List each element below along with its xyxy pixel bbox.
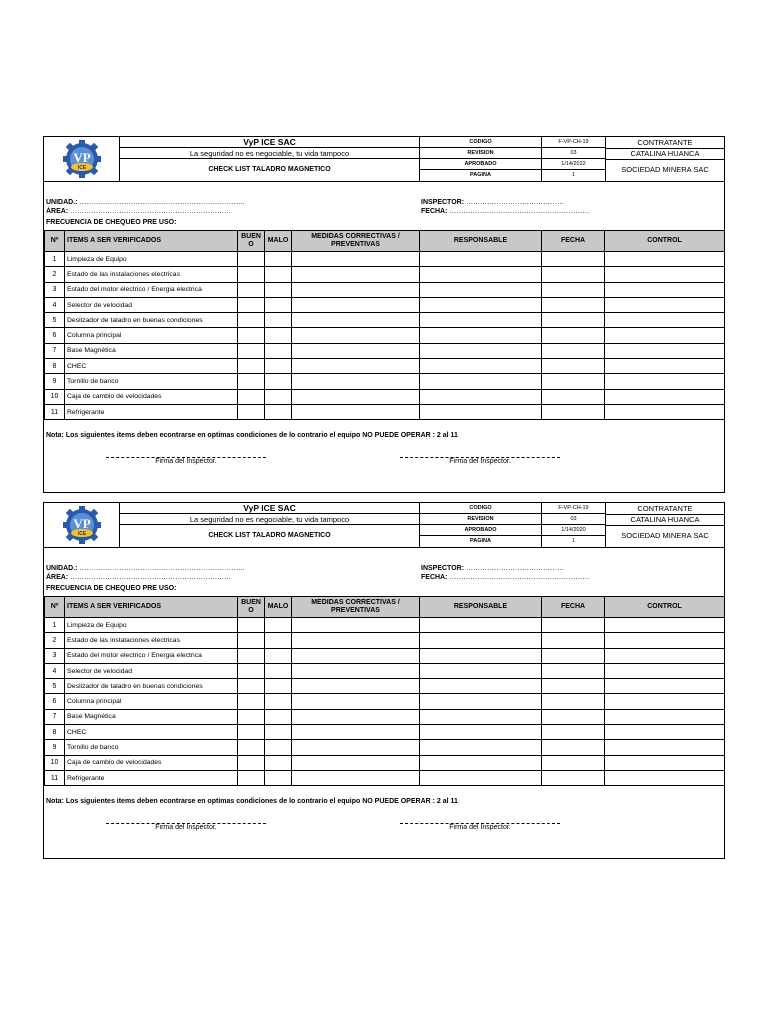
unidad-label: UNIDAD.:	[46, 199, 78, 206]
item-number: 11	[45, 770, 65, 785]
bueno-cell[interactable]	[238, 252, 265, 267]
item-number: 5	[45, 313, 65, 328]
table-row	[45, 679, 725, 694]
meta-value-codigo: F-VP-CH-19	[542, 137, 606, 148]
item-number: 6	[45, 328, 65, 343]
item-text: Estado de las instalaciones electricas	[65, 267, 238, 282]
medidas-cell[interactable]	[292, 267, 420, 282]
checklist-body-1	[45, 252, 725, 420]
logo-vp-text: VP	[73, 516, 91, 531]
fecha-cell[interactable]	[542, 374, 605, 389]
bueno-cell[interactable]	[238, 663, 265, 678]
malo-cell[interactable]	[265, 740, 292, 755]
malo-cell[interactable]	[265, 252, 292, 267]
medidas-cell[interactable]	[292, 648, 420, 663]
col-header-malo: MALO	[265, 597, 292, 618]
logo-ice-text: ICE	[77, 531, 87, 537]
control-cell[interactable]	[605, 740, 725, 755]
malo-cell[interactable]	[265, 297, 292, 312]
checklist-table	[44, 230, 725, 420]
item-text: Limpieza de Equipo	[65, 252, 238, 267]
medidas-cell[interactable]	[292, 663, 420, 678]
meta-value-pagina: 1	[542, 536, 606, 547]
meta-value-aprobado: 1/14/2020	[542, 525, 606, 536]
table-row	[45, 297, 725, 312]
area-dots: ……………………………………………………………	[70, 574, 232, 581]
table-row	[45, 313, 725, 328]
fecha-cell[interactable]	[542, 694, 605, 709]
control-cell[interactable]	[605, 297, 725, 312]
bueno-cell[interactable]	[238, 374, 265, 389]
bueno-cell[interactable]	[238, 359, 265, 374]
table-row	[45, 633, 725, 648]
area-field	[46, 208, 231, 215]
item-text: CHEC	[65, 359, 238, 374]
responsable-cell[interactable]	[420, 648, 542, 663]
medidas-cell[interactable]	[292, 252, 420, 267]
responsable-cell[interactable]	[420, 725, 542, 740]
item-number: 10	[45, 389, 65, 404]
responsable-cell[interactable]	[420, 618, 542, 633]
item-number: 4	[45, 663, 65, 678]
malo-cell[interactable]	[265, 618, 292, 633]
logo-vp-text: VP	[73, 150, 91, 165]
signature-right	[400, 457, 560, 465]
item-number: 1	[45, 252, 65, 267]
table-row	[45, 740, 725, 755]
bueno-cell[interactable]	[238, 267, 265, 282]
bueno-cell[interactable]	[238, 389, 265, 404]
malo-cell[interactable]	[265, 404, 292, 419]
responsable-cell[interactable]	[420, 328, 542, 343]
malo-cell[interactable]	[265, 709, 292, 724]
control-cell[interactable]	[605, 755, 725, 770]
item-text: Tornillo de banco	[65, 374, 238, 389]
signature-label: Firma del Inspector.	[449, 458, 511, 465]
area-field	[46, 574, 231, 581]
control-cell[interactable]	[605, 313, 725, 328]
table-row	[45, 663, 725, 678]
item-text: Refrigerante	[65, 404, 238, 419]
col-header-bueno: BUEN O	[238, 231, 265, 252]
fecha-cell[interactable]	[542, 297, 605, 312]
col-header-control: CONTROL	[605, 231, 725, 252]
control-cell[interactable]	[605, 770, 725, 785]
item-text: Refrigerante	[65, 770, 238, 785]
col-header-fecha: FECHA	[542, 231, 605, 252]
inspector-label: INSPECTOR:	[421, 199, 465, 206]
item-number: 8	[45, 725, 65, 740]
company-logo	[44, 137, 120, 181]
bueno-cell[interactable]	[238, 343, 265, 358]
meta-value-revision: 03	[542, 514, 606, 525]
malo-cell[interactable]	[265, 389, 292, 404]
malo-cell[interactable]	[265, 633, 292, 648]
table-row	[45, 648, 725, 663]
bueno-cell[interactable]	[238, 282, 265, 297]
table-row	[45, 709, 725, 724]
table-header-row	[45, 597, 725, 618]
area-dots: ……………………………………………………………	[70, 208, 232, 215]
responsable-cell[interactable]	[420, 709, 542, 724]
malo-cell[interactable]	[265, 267, 292, 282]
slogan: La seguridad no es negociable, tu vida tampoco	[120, 148, 420, 159]
signature-right	[400, 823, 560, 831]
table-row	[45, 404, 725, 419]
fecha-field	[421, 208, 589, 215]
bueno-cell[interactable]	[238, 755, 265, 770]
responsable-cell[interactable]	[420, 389, 542, 404]
malo-cell[interactable]	[265, 770, 292, 785]
meta-value-pagina: 1	[542, 170, 606, 181]
client-company: SOCIEDAD MINERA SAC	[621, 531, 709, 540]
col-header-bueno: BUEN O	[238, 597, 265, 618]
document-title: CHECK LIST TALADRO MAGNETICO	[120, 525, 420, 547]
company-logo	[44, 503, 120, 547]
medidas-cell[interactable]	[292, 297, 420, 312]
meta-key-pagina: PAGINA	[420, 536, 542, 547]
signature-label: Firma del Inspector.	[155, 458, 217, 465]
control-cell[interactable]	[605, 343, 725, 358]
control-cell[interactable]	[605, 267, 725, 282]
malo-cell[interactable]	[265, 648, 292, 663]
fecha-cell[interactable]	[542, 618, 605, 633]
table-row	[45, 267, 725, 282]
medidas-cell[interactable]	[292, 770, 420, 785]
unidad-field	[46, 565, 244, 572]
responsable-cell[interactable]	[420, 633, 542, 648]
item-number: 4	[45, 297, 65, 312]
responsable-cell[interactable]	[420, 755, 542, 770]
control-cell[interactable]	[605, 328, 725, 343]
item-number: 2	[45, 267, 65, 282]
medidas-cell[interactable]	[292, 374, 420, 389]
medidas-cell[interactable]	[292, 328, 420, 343]
responsable-cell[interactable]	[420, 343, 542, 358]
table-row	[45, 694, 725, 709]
inspector-label: INSPECTOR:	[421, 565, 465, 572]
bueno-cell[interactable]	[238, 694, 265, 709]
table-header-row	[45, 231, 725, 252]
item-text: Caja de cambio de velocidades	[65, 389, 238, 404]
item-number: 6	[45, 694, 65, 709]
fecha-cell[interactable]	[542, 725, 605, 740]
signature-label: Firma del Inspector.	[155, 824, 217, 831]
malo-cell[interactable]	[265, 679, 292, 694]
fecha-cell[interactable]	[542, 343, 605, 358]
item-text: Deslizador de taladro en buenas condiciones	[65, 679, 238, 694]
control-cell[interactable]	[605, 709, 725, 724]
table-row	[45, 770, 725, 785]
meta-key-codigo: CODIGO	[420, 137, 542, 148]
col-header-items: ITEMS A SER VERIFICADOS	[65, 597, 238, 618]
col-header-responsable: RESPONSABLE	[420, 597, 542, 618]
nota-text: Nota: Los siguientes items deben econtrarse en optimas condiciones de lo contrario el equipo NO PUEDE OPERAR : 2 al 11	[46, 798, 458, 805]
bueno-cell[interactable]	[238, 297, 265, 312]
medidas-cell[interactable]	[292, 313, 420, 328]
item-text: Base Magnética	[65, 709, 238, 724]
fecha-cell[interactable]	[542, 282, 605, 297]
meta-value-codigo: F-VP-CH-19	[542, 503, 606, 514]
bueno-cell[interactable]	[238, 404, 265, 419]
item-text: Tornillo de banco	[65, 740, 238, 755]
gear-logo-icon	[50, 504, 114, 546]
responsable-cell[interactable]	[420, 374, 542, 389]
item-number: 3	[45, 648, 65, 663]
meta-key-aprobado: APROBADO	[420, 159, 542, 170]
client-unit: CATALINA HUANCA	[606, 514, 724, 526]
item-number: 3	[45, 282, 65, 297]
malo-cell[interactable]	[265, 328, 292, 343]
company-name: VyP ICE SAC	[120, 503, 420, 514]
malo-cell[interactable]	[265, 725, 292, 740]
gear-logo-icon	[50, 138, 114, 180]
medidas-cell[interactable]	[292, 343, 420, 358]
bueno-cell[interactable]	[238, 328, 265, 343]
slogan: La seguridad no es negociable, tu vida tampoco	[120, 514, 420, 525]
responsable-cell[interactable]	[420, 679, 542, 694]
fecha-label: FECHA:	[421, 574, 448, 581]
fecha-cell[interactable]	[542, 404, 605, 419]
item-text: Columna principal	[65, 694, 238, 709]
col-header-medidas: MEDIDAS CORRECTIVAS / PREVENTIVAS	[292, 231, 420, 252]
item-number: 8	[45, 359, 65, 374]
client-unit: CATALINA HUANCA	[606, 148, 724, 160]
bueno-cell[interactable]	[238, 618, 265, 633]
fecha-field	[421, 574, 589, 581]
area-label: ÁREA:	[46, 208, 69, 215]
bueno-cell[interactable]	[238, 648, 265, 663]
responsable-cell[interactable]	[420, 770, 542, 785]
fecha-cell[interactable]	[542, 679, 605, 694]
control-cell[interactable]	[605, 389, 725, 404]
logo-ice-text: ICE	[77, 165, 87, 171]
col-header-number: Nº	[45, 231, 65, 252]
col-header-medidas: MEDIDAS CORRECTIVAS / PREVENTIVAS	[292, 597, 420, 618]
item-text: Selector de velocidad	[65, 663, 238, 678]
control-cell[interactable]	[605, 725, 725, 740]
col-header-number: Nº	[45, 597, 65, 618]
unidad-dots: ……………………………………………………………..	[79, 199, 245, 206]
item-number: 9	[45, 374, 65, 389]
medidas-cell[interactable]	[292, 709, 420, 724]
inspector-dots: ……………………………………	[466, 199, 564, 206]
bueno-cell[interactable]	[238, 679, 265, 694]
frecuencia-label: FRECUENCIA DE CHEQUEO PRE USO:	[46, 219, 177, 226]
medidas-cell[interactable]	[292, 282, 420, 297]
item-text: Base Magnética	[65, 343, 238, 358]
area-label: ÁREA:	[46, 574, 69, 581]
unidad-dots: ……………………………………………………………..	[79, 565, 245, 572]
document-title: CHECK LIST TALADRO MAGNETICO	[120, 159, 420, 181]
bueno-cell[interactable]	[238, 313, 265, 328]
fecha-cell[interactable]	[542, 663, 605, 678]
fecha-cell[interactable]	[542, 389, 605, 404]
responsable-cell[interactable]	[420, 297, 542, 312]
table-row	[45, 252, 725, 267]
malo-cell[interactable]	[265, 359, 292, 374]
meta-key-codigo: CODIGO	[420, 503, 542, 514]
item-text: Limpieza de Equipo	[65, 618, 238, 633]
col-header-control: CONTROL	[605, 597, 725, 618]
control-cell[interactable]	[605, 282, 725, 297]
fecha-label: FECHA:	[421, 208, 448, 215]
responsable-cell[interactable]	[420, 404, 542, 419]
unidad-label: UNIDAD.:	[46, 565, 78, 572]
control-cell[interactable]	[605, 359, 725, 374]
table-row	[45, 725, 725, 740]
item-number: 10	[45, 755, 65, 770]
meta-key-aprobado: APROBADO	[420, 525, 542, 536]
malo-cell[interactable]	[265, 755, 292, 770]
meta-key-revision: REVISION	[420, 514, 542, 525]
item-text: Estado de las instalaciones electricas	[65, 633, 238, 648]
checklist-body-2	[45, 618, 725, 786]
control-cell[interactable]	[605, 679, 725, 694]
item-text: Deslizador de taladro en buenas condiciones	[65, 313, 238, 328]
control-cell[interactable]	[605, 648, 725, 663]
medidas-cell[interactable]	[292, 618, 420, 633]
item-number: 7	[45, 709, 65, 724]
medidas-cell[interactable]	[292, 633, 420, 648]
bueno-cell[interactable]	[238, 725, 265, 740]
item-number: 1	[45, 618, 65, 633]
company-name: VyP ICE SAC	[120, 137, 420, 148]
malo-cell[interactable]	[265, 694, 292, 709]
fecha-cell[interactable]	[542, 252, 605, 267]
inspector-dots: ……………………………………	[466, 565, 564, 572]
client-label: CONTRATANTE	[606, 503, 724, 515]
fecha-cell[interactable]	[542, 770, 605, 785]
checklist-form-1	[43, 136, 725, 493]
responsable-cell[interactable]	[420, 252, 542, 267]
fecha-cell[interactable]	[542, 359, 605, 374]
col-header-fecha: FECHA	[542, 597, 605, 618]
medidas-cell[interactable]	[292, 679, 420, 694]
medidas-cell[interactable]	[292, 389, 420, 404]
fecha-cell[interactable]	[542, 648, 605, 663]
medidas-cell[interactable]	[292, 694, 420, 709]
meta-value-revision: 03	[542, 148, 606, 159]
unidad-field	[46, 199, 244, 206]
client-label: CONTRATANTE	[606, 137, 724, 149]
meta-value-aprobado: 1/14/2022	[542, 159, 606, 170]
responsable-cell[interactable]	[420, 663, 542, 678]
malo-cell[interactable]	[265, 282, 292, 297]
item-text: Estado del motor electrico / Energia electrica	[65, 282, 238, 297]
item-text: Selector de velocidad	[65, 297, 238, 312]
table-row	[45, 282, 725, 297]
fecha-dots: ……………………………………………………	[449, 208, 590, 215]
bueno-cell[interactable]	[238, 770, 265, 785]
responsable-cell[interactable]	[420, 359, 542, 374]
fecha-cell[interactable]	[542, 740, 605, 755]
signature-left	[106, 823, 266, 831]
meta-key-revision: REVISION	[420, 148, 542, 159]
item-text: Columna principal	[65, 328, 238, 343]
item-number: 7	[45, 343, 65, 358]
inspector-field	[421, 565, 564, 572]
medidas-cell[interactable]	[292, 740, 420, 755]
table-row	[45, 618, 725, 633]
control-cell[interactable]	[605, 694, 725, 709]
client-company: SOCIEDAD MINERA SAC	[621, 165, 709, 174]
control-cell[interactable]	[605, 374, 725, 389]
bueno-cell[interactable]	[238, 740, 265, 755]
item-text: CHEC	[65, 725, 238, 740]
fecha-cell[interactable]	[542, 755, 605, 770]
responsable-cell[interactable]	[420, 313, 542, 328]
control-cell[interactable]	[605, 633, 725, 648]
medidas-cell[interactable]	[292, 755, 420, 770]
meta-key-pagina: PAGINA	[420, 170, 542, 181]
fecha-cell[interactable]	[542, 267, 605, 282]
table-row	[45, 328, 725, 343]
table-row	[45, 374, 725, 389]
responsable-cell[interactable]	[420, 267, 542, 282]
col-header-items: ITEMS A SER VERIFICADOS	[65, 231, 238, 252]
table-row	[45, 343, 725, 358]
table-row	[45, 359, 725, 374]
item-number: 9	[45, 740, 65, 755]
item-number: 5	[45, 679, 65, 694]
malo-cell[interactable]	[265, 313, 292, 328]
table-row	[45, 755, 725, 770]
fecha-cell[interactable]	[542, 313, 605, 328]
form-header	[44, 503, 724, 548]
malo-cell[interactable]	[265, 663, 292, 678]
medidas-cell[interactable]	[292, 725, 420, 740]
responsable-cell[interactable]	[420, 694, 542, 709]
medidas-cell[interactable]	[292, 404, 420, 419]
bueno-cell[interactable]	[238, 709, 265, 724]
col-header-responsable: RESPONSABLE	[420, 231, 542, 252]
form-header	[44, 137, 724, 182]
fecha-dots: ……………………………………………………	[449, 574, 590, 581]
malo-cell[interactable]	[265, 343, 292, 358]
table-row	[45, 389, 725, 404]
col-header-malo: MALO	[265, 231, 292, 252]
malo-cell[interactable]	[265, 374, 292, 389]
item-number: 2	[45, 633, 65, 648]
control-cell[interactable]	[605, 404, 725, 419]
signature-label: Firma del Inspector.	[449, 824, 511, 831]
fecha-cell[interactable]	[542, 709, 605, 724]
control-cell[interactable]	[605, 618, 725, 633]
item-text: Estado del motor electrico / Energia electrica	[65, 648, 238, 663]
control-cell[interactable]	[605, 252, 725, 267]
responsable-cell[interactable]	[420, 740, 542, 755]
item-text: Caja de cambio de velocidades	[65, 755, 238, 770]
bueno-cell[interactable]	[238, 633, 265, 648]
signature-left	[106, 457, 266, 465]
inspector-field	[421, 199, 564, 206]
frecuencia-label: FRECUENCIA DE CHEQUEO PRE USO:	[46, 585, 177, 592]
checklist-table	[44, 596, 725, 786]
control-cell[interactable]	[605, 663, 725, 678]
nota-text: Nota: Los siguientes items deben econtrarse en optimas condiciones de lo contrario el equipo NO PUEDE OPERAR : 2 al 11	[46, 432, 458, 439]
checklist-form-2	[43, 502, 725, 859]
fecha-cell[interactable]	[542, 328, 605, 343]
medidas-cell[interactable]	[292, 359, 420, 374]
responsable-cell[interactable]	[420, 282, 542, 297]
item-number: 11	[45, 404, 65, 419]
fecha-cell[interactable]	[542, 633, 605, 648]
